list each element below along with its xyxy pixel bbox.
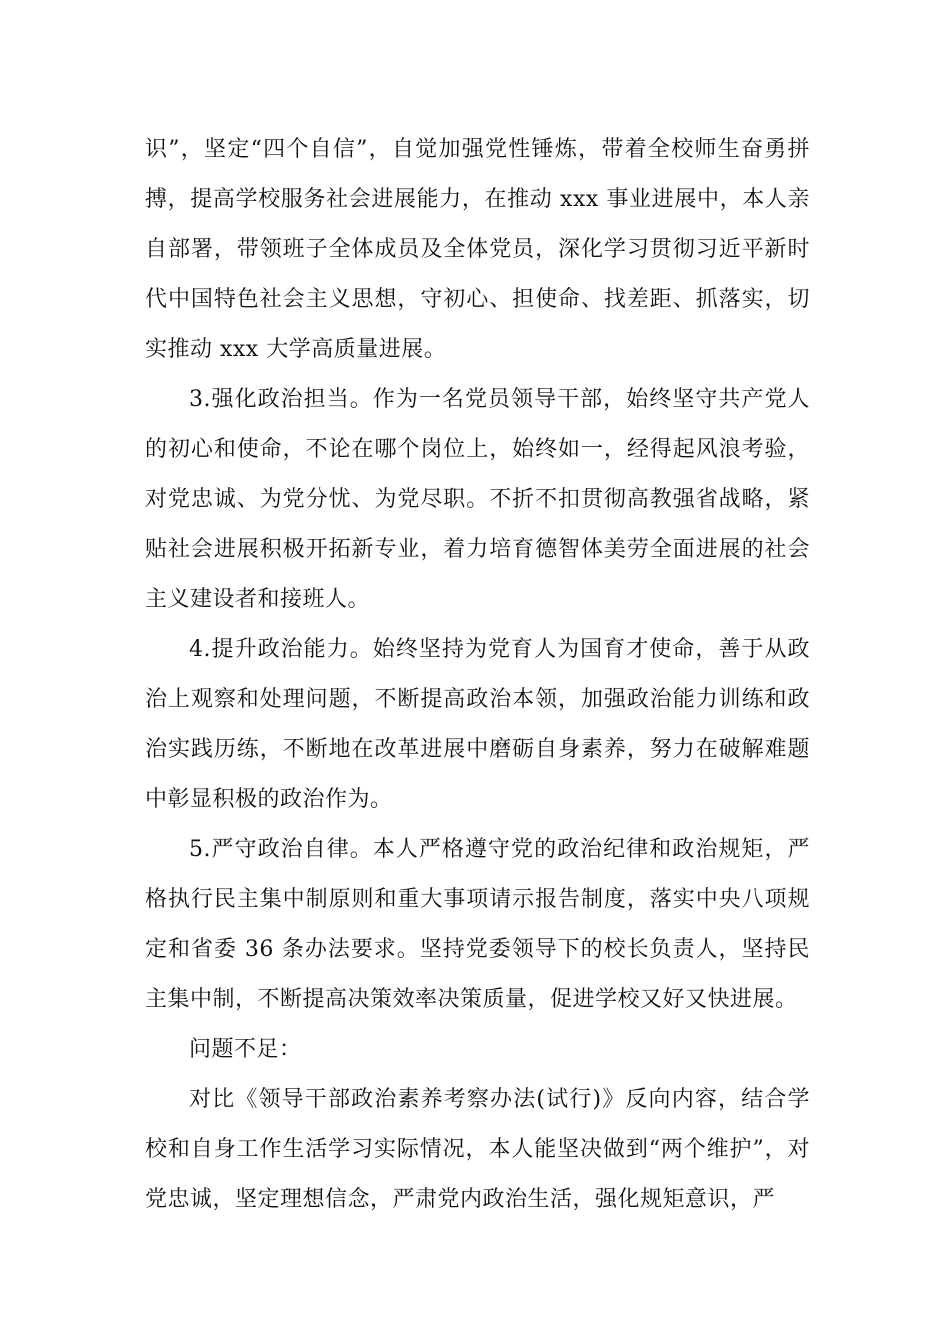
document-body [145,125,810,1225]
paragraph-problems: 对比《领导干部政治素养考察办法(试行)》反向内容，结合学校和自身工作生活学习实际情况，本人能坚决做到“两个维护”，对党忠诚，坚定理想信念，严肃党内政治生活，强化规矩意识，严 [145,1087,810,1212]
paragraph-item-3: 3.强化政治担当。作为一名党员领导干部，始终坚守共产党人的初心和使命，不论在哪个岗位上，始终如一，经得起风浪考验，对党忠诚、为党分忧、为党尽职。不折不扣贯彻高教强省战略，紧贴社会进展积极开拓新专业，着力培育德智体美劳全面进展的社会主义建设者和接班人。 [145,387,810,612]
section-heading-problems: 问题不足： [189,1037,302,1062]
paragraph-item-5: 5.严守政治自律。本人严格遵守党的政治纪律和政治规矩，严格执行民主集中制原则和重大事项请示报告制度，落实中央八项规定和省委 36 条办法要求。坚持党委领导下的校长负责人，坚持民主集中制，不断提高决策效率决策质量，促进学校又好又快进展。 [145,837,810,1012]
paragraph-continuation: 识”，坚定“四个自信”，自觉加强党性锤炼，带着全校师生奋勇拼搏，提高学校服务社会进展能力，在推动 xxx 事业进展中，本人亲自部署，带领班子全体成员及全体党员，深化学习贯彻习近平新时代中国特色社会主义思想，守初心、担使命、找差距、抓落实，切实推动 xxx 大学高质量进展。 [145,137,810,362]
paragraph-item-4: 4.提升政治能力。始终坚持为党育人为国育才使命，善于从政治上观察和处理问题，不断提高政治本领，加强政治能力训练和政治实践历练，不断地在改革进展中磨砺自身素养，努力在破解难题中彰显积极的政治作为。 [145,637,810,812]
